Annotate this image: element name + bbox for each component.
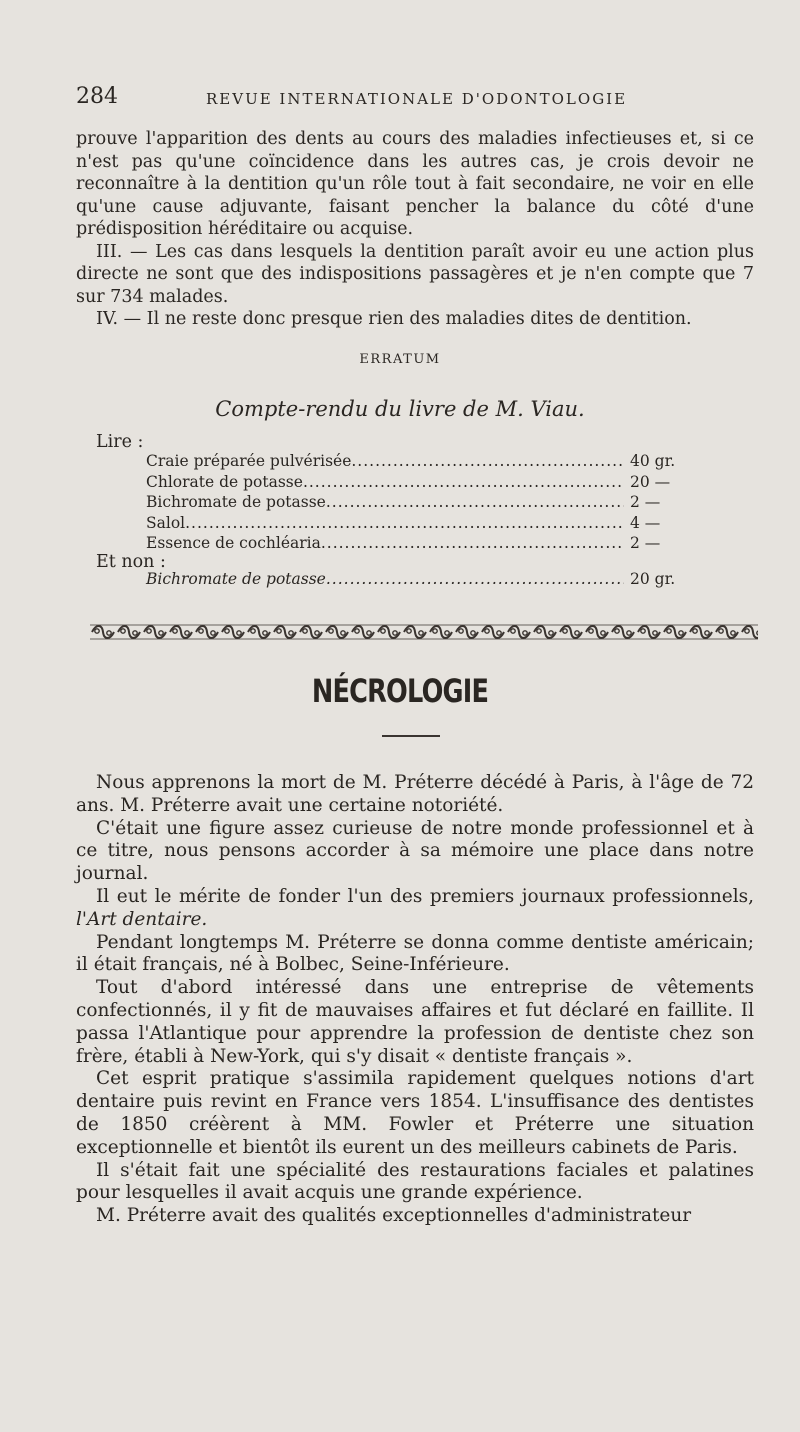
recipe-item-qty: 40 gr. [630,452,676,470]
wrong-recipe-list [146,570,688,591]
recipe-row [146,473,688,494]
recipe-item-name: Bichromate de potasse [146,570,326,588]
recipe-item-qty: 2 — [630,493,661,511]
intro-paragraph: prouve l'apparition des dents au cours des maladies infectieuses et, si ce n'est pas qu'une coïncidence dans les autres cas, je crois devoir ne reconnaître à la dentition qu'un rôle tout à fait secondaire, ne voir en elle qu'une cause adjuvante, faisant pencher la balance du côté d'une prédisposition héréditaire ou acquise. [76,129,754,239]
page-number: 284 [76,84,118,109]
leader-dots [303,473,624,491]
recipe-item-name: Bichromate de potasse [146,493,326,511]
intro-paragraph: III. — Les cas dans lesquels la dentition paraît avoir eu une action plus directe ne sont que des indispositions passagères et je n'en compte que 7 sur 734 malades. [76,241,754,307]
leader-dots [351,452,624,470]
necrologie-text [76,772,754,1228]
page-header [76,84,756,114]
journal-title: l'Art dentaire. [76,908,208,930]
leader-dots [326,570,624,588]
erratum-title: ERRATUM [359,352,441,367]
recipe-list [146,452,688,555]
necrologie-paragraph: C'était une figure assez curieuse de notre monde professionnel et à ce titre, nous pensons accorder à sa mémoire une place dans notre journal. [76,817,754,885]
recipe-item-name: Essence de cochléaria [146,534,321,552]
necrologie-paragraph: Nous apprenons la mort de M. Préterre décédé à Paris, à l'âge de 72 ans. M. Préterre avait une certaine notoriété. [76,772,754,816]
intro-paragraph: IV. — Il ne reste donc presque rien des maladies dites de dentition. [96,309,692,329]
necrologie-title: NÉCROLOGIE [311,672,489,710]
title-rule [382,735,440,737]
necrologie-paragraph: Pendant longtemps M. Préterre se donna comme dentiste américain; il était français, né à Bolbec, Seine-Inférieure. [76,931,754,976]
recipe-row [146,452,688,473]
leader-dots [321,534,624,552]
recipe-item-name: Salol [146,513,186,532]
lire-label: Lire : [96,432,144,452]
running-title: REVUE INTERNATIONALE D'ODONTOLOGIE [206,90,628,108]
recipe-item-qty: 2 — [630,534,661,552]
recipe-item-name: Craie préparée pulvérisée [146,452,352,470]
leader-dots [185,514,624,532]
necrologie-paragraph: Il s'était fait une spécialité des restaurations faciales et palatines pour lesquelles il avait acquis une grande expérience. [76,1159,754,1204]
recipe-item-qty: 4 — [630,513,661,532]
et-non-label: Et non : [96,552,166,572]
recipe-row [146,534,688,555]
leader-dots [326,493,624,511]
necrologie-paragraph: Cet esprit pratique s'assimila rapidement quelques notions d'art dentaire puis revint en France vers 1854. L'insuffisance des dentistes de 1850 créèrent à MM. Fowler et Préterre une situation exceptionnelle et bientôt ils eurent un des meilleurs cabinets de Paris. [76,1068,754,1158]
erratum-subtitle: Compte-rendu du livre de M. Viau. [215,397,585,421]
recipe-item-name: Chlorate de potasse [146,472,303,491]
decorative-border-ornament [90,622,758,642]
recipe-row [146,570,688,591]
necrologie-paragraph: Tout d'abord intéressé dans une entreprise de vêtements confectionnés, il y fit de mauvaises affaires et fut déclaré en faillite. Il passa l'Atlantique pour apprendre la profession de dentiste chez son frère, établi à New-York, qui s'y disait « dentiste français ». [76,977,754,1067]
intro-text [76,128,754,331]
paragraph-text: Il eut le mérite de fonder l'un des premiers journaux professionnels, [96,885,754,907]
necrologie-paragraph: M. Préterre avait des qualités exceptionnelles d'administrateur [96,1205,692,1227]
necrologie-paragraph [76,886,754,932]
recipe-item-qty: 20 gr. [630,570,676,588]
recipe-item-qty: 20 — [630,472,671,491]
recipe-row [146,493,688,514]
recipe-row [146,514,688,535]
